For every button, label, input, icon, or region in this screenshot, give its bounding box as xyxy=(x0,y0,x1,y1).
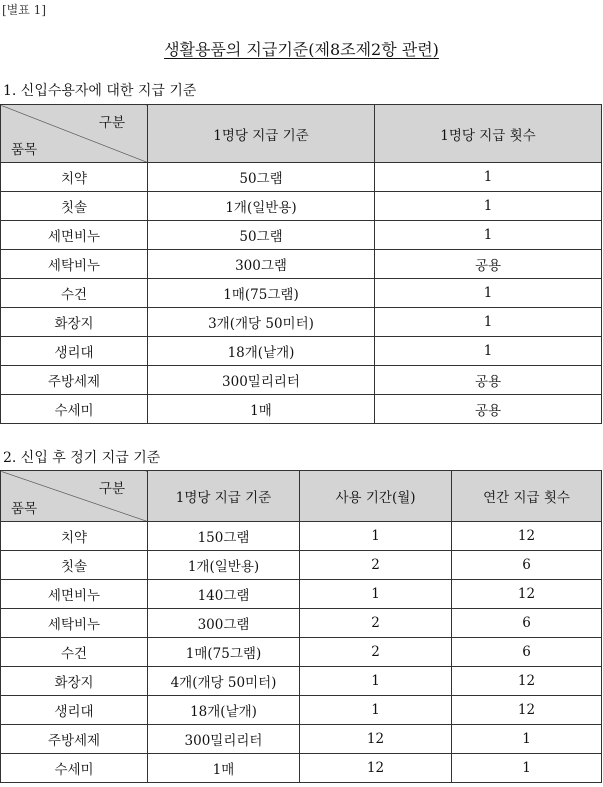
amount-cell: 18개(낱개) xyxy=(148,337,375,366)
period-cell: 2 xyxy=(300,551,452,580)
diagonal-header-cell xyxy=(1,471,148,522)
table-row xyxy=(1,163,602,192)
annual-count-cell: 12 xyxy=(452,667,602,696)
period-cell: 1 xyxy=(300,580,452,609)
table-row xyxy=(1,192,602,221)
item-cell: 칫솔 xyxy=(1,551,148,580)
item-cell: 수세미 xyxy=(1,395,148,424)
count-cell: 공용 xyxy=(375,395,602,424)
new-inmate-supply-table xyxy=(0,104,602,424)
column-header-period: 사용 기간(월) xyxy=(300,471,452,522)
count-cell: 1 xyxy=(375,163,602,192)
item-cell: 치약 xyxy=(1,163,148,192)
corner-label-item: 품목 xyxy=(11,142,38,158)
item-cell: 수세미 xyxy=(1,754,148,783)
amount-cell: 3개(개당 50미터) xyxy=(148,308,375,337)
item-cell: 화장지 xyxy=(1,667,148,696)
item-cell: 주방세제 xyxy=(1,366,148,395)
annual-count-cell: 6 xyxy=(452,638,602,667)
table-row xyxy=(1,366,602,395)
table-row xyxy=(1,638,602,667)
amount-cell: 1개(일반용) xyxy=(148,551,300,580)
annual-count-cell: 1 xyxy=(452,754,602,783)
amount-cell: 18개(낱개) xyxy=(148,696,300,725)
amount-cell: 140그램 xyxy=(148,580,300,609)
period-cell: 2 xyxy=(300,609,452,638)
annex-tag: [별표 1] xyxy=(2,3,46,17)
item-cell: 세면비누 xyxy=(1,580,148,609)
amount-cell: 1매(75그램) xyxy=(148,279,375,308)
count-cell: 공용 xyxy=(375,366,602,395)
column-header-annual: 연간 지급 횟수 xyxy=(452,471,602,522)
corner-label-item: 품목 xyxy=(11,501,38,517)
item-cell: 수건 xyxy=(1,638,148,667)
annual-count-cell: 6 xyxy=(452,551,602,580)
amount-cell: 300그램 xyxy=(148,250,375,279)
annual-count-cell: 1 xyxy=(452,725,602,754)
count-cell: 1 xyxy=(375,192,602,221)
table-row xyxy=(1,250,602,279)
period-cell: 1 xyxy=(300,667,452,696)
item-cell: 칫솔 xyxy=(1,192,148,221)
amount-cell: 4개(개당 50미터) xyxy=(148,667,300,696)
table-row xyxy=(1,754,602,783)
table-row xyxy=(1,522,602,551)
table-row xyxy=(1,308,602,337)
table-header-row xyxy=(1,471,602,522)
section1-heading: 1. 신입수용자에 대한 지급 기준 xyxy=(3,83,197,99)
table-row xyxy=(1,580,602,609)
annual-count-cell: 12 xyxy=(452,696,602,725)
column-header-amount: 1명당 지급 기준 xyxy=(148,105,375,163)
corner-label-category: 구분 xyxy=(98,481,125,497)
period-cell: 2 xyxy=(300,638,452,667)
period-cell: 12 xyxy=(300,725,452,754)
amount-cell: 300밀리리터 xyxy=(148,725,300,754)
amount-cell: 50그램 xyxy=(148,163,375,192)
table-row xyxy=(1,696,602,725)
table-row xyxy=(1,395,602,424)
item-cell: 세면비누 xyxy=(1,221,148,250)
amount-cell: 150그램 xyxy=(148,522,300,551)
table-row xyxy=(1,667,602,696)
table-header-row xyxy=(1,105,602,163)
count-cell: 1 xyxy=(375,308,602,337)
item-cell: 주방세제 xyxy=(1,725,148,754)
annual-count-cell: 12 xyxy=(452,522,602,551)
annual-count-cell: 6 xyxy=(452,609,602,638)
page-title-text: 생활용품의 지급기준(제8조제2항 관련) xyxy=(164,40,439,59)
count-cell: 1 xyxy=(375,221,602,250)
amount-cell: 1개(일반용) xyxy=(148,192,375,221)
item-cell: 생리대 xyxy=(1,337,148,366)
amount-cell: 50그램 xyxy=(148,221,375,250)
item-cell: 수건 xyxy=(1,279,148,308)
column-header-count: 1명당 지급 횟수 xyxy=(375,105,602,163)
section2-heading: 2. 신입 후 정기 지급 기준 xyxy=(3,450,161,466)
count-cell: 공용 xyxy=(375,250,602,279)
item-cell: 생리대 xyxy=(1,696,148,725)
corner-label-category: 구분 xyxy=(98,115,125,131)
count-cell: 1 xyxy=(375,279,602,308)
period-cell: 1 xyxy=(300,696,452,725)
amount-cell: 1매 xyxy=(148,395,375,424)
column-header-amount: 1명당 지급 기준 xyxy=(148,471,300,522)
diagonal-header-cell xyxy=(1,105,148,163)
page-title xyxy=(0,37,603,60)
table-row xyxy=(1,725,602,754)
period-cell: 1 xyxy=(300,522,452,551)
period-cell: 12 xyxy=(300,754,452,783)
amount-cell: 300그램 xyxy=(148,609,300,638)
table-row xyxy=(1,609,602,638)
amount-cell: 300밀리리터 xyxy=(148,366,375,395)
item-cell: 세탁비누 xyxy=(1,609,148,638)
item-cell: 세탁비누 xyxy=(1,250,148,279)
regular-supply-table xyxy=(0,470,602,783)
table-row xyxy=(1,221,602,250)
table-row xyxy=(1,279,602,308)
item-cell: 화장지 xyxy=(1,308,148,337)
annual-count-cell: 12 xyxy=(452,580,602,609)
item-cell: 치약 xyxy=(1,522,148,551)
count-cell: 1 xyxy=(375,337,602,366)
amount-cell: 1매 xyxy=(148,754,300,783)
table-row xyxy=(1,337,602,366)
table-row xyxy=(1,551,602,580)
amount-cell: 1매(75그램) xyxy=(148,638,300,667)
